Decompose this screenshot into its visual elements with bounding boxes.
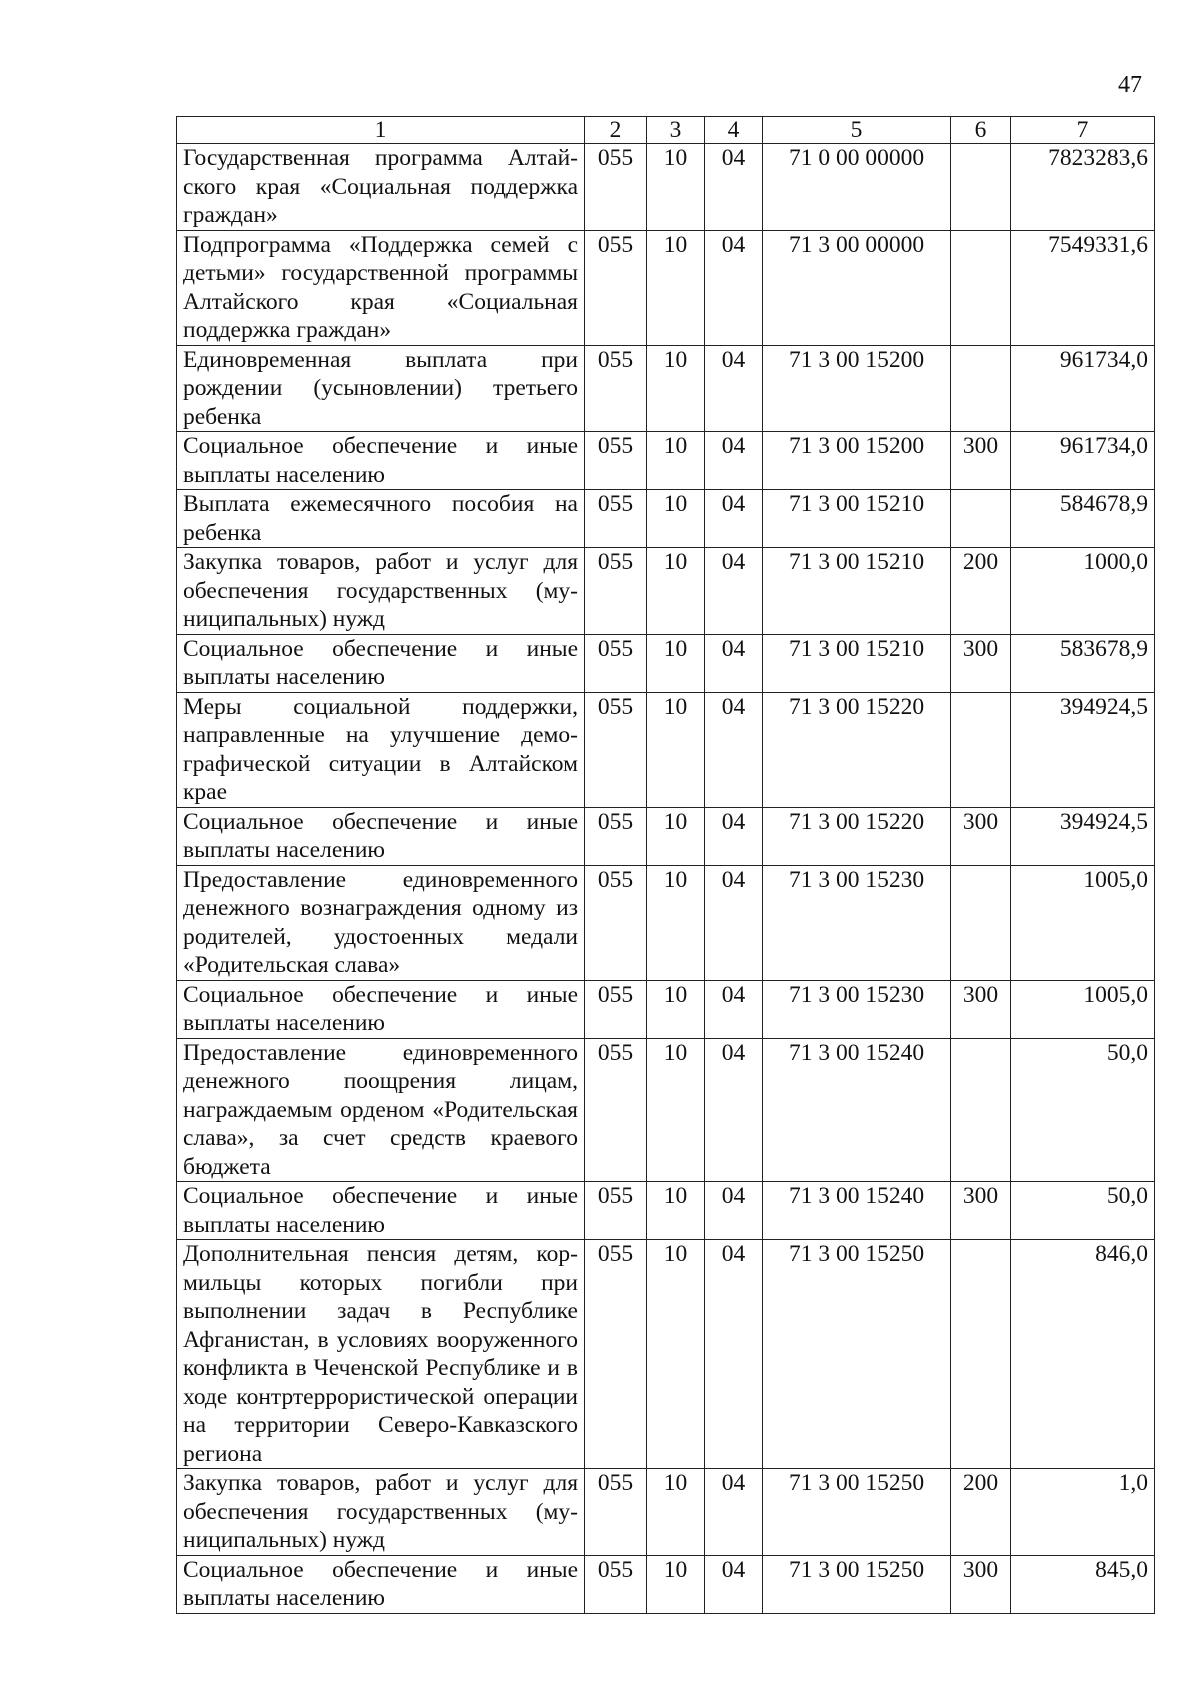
page-number: 47 — [1118, 72, 1142, 98]
table-row — [177, 345, 1155, 432]
amount-cell: 1000,0 — [1011, 548, 1155, 635]
amount-cell: 50,0 — [1011, 1038, 1155, 1182]
item-name-cell: Предоставление единовременного денежного вознаграждения одному из родителей, удостоенных медали «Родительская слава» — [177, 865, 585, 980]
table-row — [177, 980, 1155, 1038]
amount-cell: 961734,0 — [1011, 432, 1155, 490]
ministry-code-cell: 055 — [585, 345, 647, 432]
item-name-cell: Социальное обеспечение и иные выплаты населению — [177, 807, 585, 865]
expense-type-cell — [951, 144, 1011, 231]
item-name-cell: Закупка товаров, работ и услуг для обеспечения государственных (муниципальных) нужд — [177, 548, 585, 635]
header-cell: 3 — [647, 117, 705, 144]
section-code-cell: 10 — [647, 144, 705, 231]
ministry-code-cell: 055 — [585, 1555, 647, 1613]
ministry-code-cell: 055 — [585, 548, 647, 635]
ministry-code-cell: 055 — [585, 490, 647, 548]
section-code-cell: 10 — [647, 345, 705, 432]
target-code-cell: 71 0 00 00000 — [763, 144, 951, 231]
ministry-code-cell: 055 — [585, 1469, 647, 1556]
table-row — [177, 144, 1155, 231]
target-code-cell: 71 3 00 15200 — [763, 432, 951, 490]
section-code-cell: 10 — [647, 980, 705, 1038]
subsection-code-cell: 04 — [705, 144, 763, 231]
target-code-cell: 71 3 00 15210 — [763, 548, 951, 635]
amount-cell: 50,0 — [1011, 1182, 1155, 1240]
amount-cell: 845,0 — [1011, 1555, 1155, 1613]
header-cell: 4 — [705, 117, 763, 144]
budget-table — [176, 116, 1155, 1614]
target-code-cell: 71 3 00 15220 — [763, 692, 951, 807]
item-name-cell: Социальное обеспечение и иные выплаты населению — [177, 1182, 585, 1240]
expense-type-cell: 300 — [951, 634, 1011, 692]
subsection-code-cell: 04 — [705, 345, 763, 432]
amount-cell: 394924,5 — [1011, 807, 1155, 865]
expense-type-cell: 300 — [951, 432, 1011, 490]
table-row — [177, 1182, 1155, 1240]
target-code-cell: 71 3 00 15250 — [763, 1555, 951, 1613]
expense-type-cell: 200 — [951, 548, 1011, 635]
ministry-code-cell: 055 — [585, 692, 647, 807]
table-row — [177, 432, 1155, 490]
expense-type-cell — [951, 865, 1011, 980]
item-name-cell: Социальное обеспечение и иные выплаты населению — [177, 634, 585, 692]
amount-cell: 1005,0 — [1011, 980, 1155, 1038]
subsection-code-cell: 04 — [705, 432, 763, 490]
item-name-cell: Подпрограмма «Поддержка семей с детьми» государственной программы Алтайского края «Социальная поддержка граждан» — [177, 230, 585, 345]
amount-cell: 584678,9 — [1011, 490, 1155, 548]
table-row — [177, 1038, 1155, 1182]
target-code-cell: 71 3 00 15210 — [763, 634, 951, 692]
subsection-code-cell: 04 — [705, 1469, 763, 1556]
subsection-code-cell: 04 — [705, 1182, 763, 1240]
section-code-cell: 10 — [647, 490, 705, 548]
item-name-cell: Выплата ежемесячного пособия на ребенка — [177, 490, 585, 548]
item-name-cell: Предоставление единовременного денежного поощрения лицам, награждаемым орденом «Родительская слава», за счет средств краевого бюджета — [177, 1038, 585, 1182]
item-name-cell: Социальное обеспечение и иные выплаты населению — [177, 1555, 585, 1613]
item-name-cell: Государственная программа Алтайского края «Социальная поддержка граждан» — [177, 144, 585, 231]
expense-type-cell — [951, 490, 1011, 548]
table-header-row — [177, 117, 1155, 144]
target-code-cell: 71 3 00 15200 — [763, 345, 951, 432]
amount-cell: 7549331,6 — [1011, 230, 1155, 345]
ministry-code-cell: 055 — [585, 144, 647, 231]
amount-cell: 961734,0 — [1011, 345, 1155, 432]
subsection-code-cell: 04 — [705, 980, 763, 1038]
header-cell: 6 — [951, 117, 1011, 144]
target-code-cell: 71 3 00 15210 — [763, 490, 951, 548]
item-name-cell: Социальное обеспечение и иные выплаты населению — [177, 980, 585, 1038]
subsection-code-cell: 04 — [705, 865, 763, 980]
subsection-code-cell: 04 — [705, 230, 763, 345]
ministry-code-cell: 055 — [585, 1240, 647, 1469]
section-code-cell: 10 — [647, 634, 705, 692]
section-code-cell: 10 — [647, 865, 705, 980]
section-code-cell: 10 — [647, 230, 705, 345]
amount-cell: 1005,0 — [1011, 865, 1155, 980]
amount-cell: 7823283,6 — [1011, 144, 1155, 231]
item-name-cell: Закупка товаров, работ и услуг для обеспечения государственных (муниципальных) нужд — [177, 1469, 585, 1556]
amount-cell: 394924,5 — [1011, 692, 1155, 807]
target-code-cell: 71 3 00 15240 — [763, 1038, 951, 1182]
expense-type-cell: 300 — [951, 1182, 1011, 1240]
amount-cell: 1,0 — [1011, 1469, 1155, 1556]
ministry-code-cell: 055 — [585, 634, 647, 692]
subsection-code-cell: 04 — [705, 807, 763, 865]
section-code-cell: 10 — [647, 1555, 705, 1613]
ministry-code-cell: 055 — [585, 865, 647, 980]
section-code-cell: 10 — [647, 692, 705, 807]
table-row — [177, 692, 1155, 807]
target-code-cell: 71 3 00 15230 — [763, 980, 951, 1038]
expense-type-cell: 300 — [951, 807, 1011, 865]
table-row — [177, 807, 1155, 865]
amount-cell: 583678,9 — [1011, 634, 1155, 692]
target-code-cell: 71 3 00 00000 — [763, 230, 951, 345]
expense-type-cell — [951, 1038, 1011, 1182]
section-code-cell: 10 — [647, 807, 705, 865]
section-code-cell: 10 — [647, 548, 705, 635]
expense-type-cell — [951, 1240, 1011, 1469]
subsection-code-cell: 04 — [705, 692, 763, 807]
subsection-code-cell: 04 — [705, 1038, 763, 1182]
expense-type-cell — [951, 230, 1011, 345]
item-name-cell: Меры социальной поддержки, направленные на улучшение демографической ситуации в Алтайском крае — [177, 692, 585, 807]
expense-type-cell: 200 — [951, 1469, 1011, 1556]
ministry-code-cell: 055 — [585, 980, 647, 1038]
ministry-code-cell: 055 — [585, 230, 647, 345]
subsection-code-cell: 04 — [705, 634, 763, 692]
item-name-cell: Социальное обеспечение и иные выплаты населению — [177, 432, 585, 490]
section-code-cell: 10 — [647, 432, 705, 490]
expense-type-cell — [951, 692, 1011, 807]
table-row — [177, 548, 1155, 635]
ministry-code-cell: 055 — [585, 807, 647, 865]
expense-type-cell: 300 — [951, 980, 1011, 1038]
item-name-cell: Дополнительная пенсия детям, кормильцы которых погибли при выполнении задач в Республике Афганистан, в условиях вооруженного конфликта в Чеченской Республике и в ходе контртеррористической операции на территории Северо-Кавказского региона — [177, 1240, 585, 1469]
expense-type-cell: 300 — [951, 1555, 1011, 1613]
table-row — [177, 230, 1155, 345]
section-code-cell: 10 — [647, 1240, 705, 1469]
table-row — [177, 1469, 1155, 1556]
target-code-cell: 71 3 00 15230 — [763, 865, 951, 980]
section-code-cell: 10 — [647, 1469, 705, 1556]
table-row — [177, 1240, 1155, 1469]
ministry-code-cell: 055 — [585, 1182, 647, 1240]
target-code-cell: 71 3 00 15240 — [763, 1182, 951, 1240]
target-code-cell: 71 3 00 15250 — [763, 1240, 951, 1469]
item-name-cell: Единовременная выплата при рождении (усыновлении) третьего ребенка — [177, 345, 585, 432]
section-code-cell: 10 — [647, 1182, 705, 1240]
subsection-code-cell: 04 — [705, 490, 763, 548]
target-code-cell: 71 3 00 15220 — [763, 807, 951, 865]
target-code-cell: 71 3 00 15250 — [763, 1469, 951, 1556]
ministry-code-cell: 055 — [585, 1038, 647, 1182]
header-cell: 7 — [1011, 117, 1155, 144]
table-row — [177, 1555, 1155, 1613]
amount-cell: 846,0 — [1011, 1240, 1155, 1469]
header-cell: 1 — [177, 117, 585, 144]
header-cell: 5 — [763, 117, 951, 144]
table-row — [177, 634, 1155, 692]
table-row — [177, 490, 1155, 548]
ministry-code-cell: 055 — [585, 432, 647, 490]
subsection-code-cell: 04 — [705, 1555, 763, 1613]
table-row — [177, 865, 1155, 980]
subsection-code-cell: 04 — [705, 1240, 763, 1469]
subsection-code-cell: 04 — [705, 548, 763, 635]
expense-type-cell — [951, 345, 1011, 432]
section-code-cell: 10 — [647, 1038, 705, 1182]
header-cell: 2 — [585, 117, 647, 144]
